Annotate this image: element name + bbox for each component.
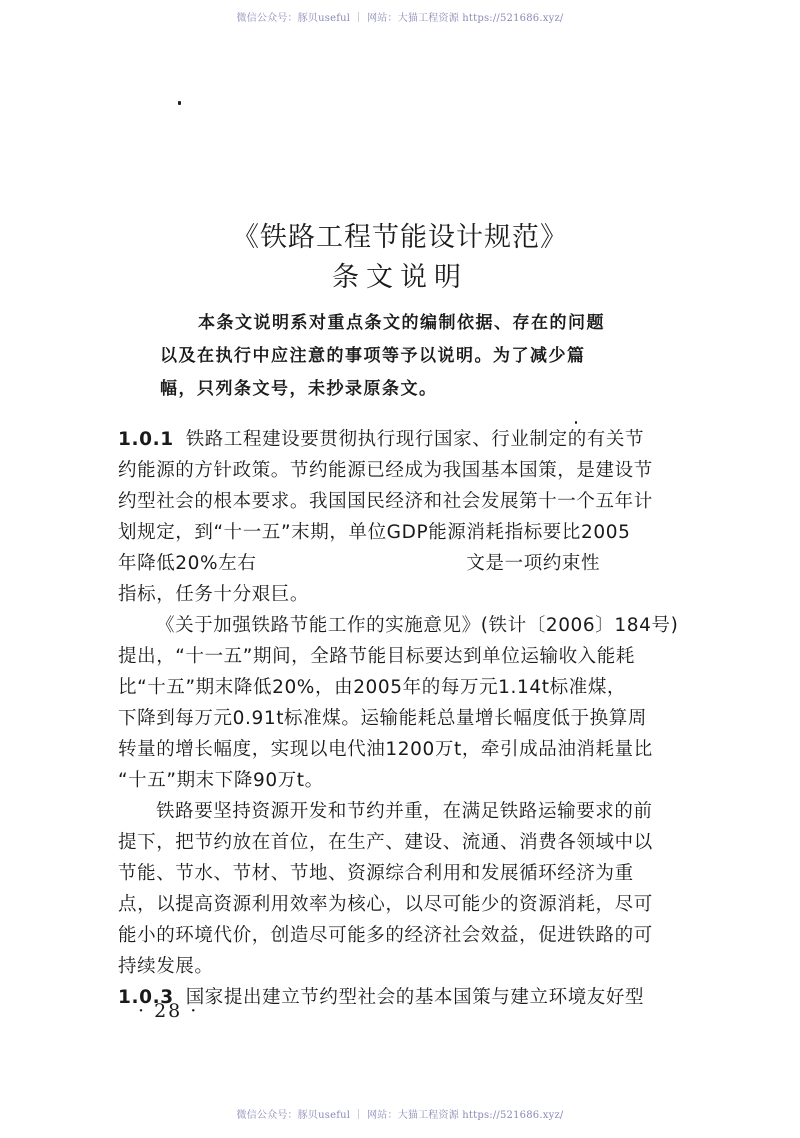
text-line: 年降低20%左右 文是一项约束性 bbox=[118, 553, 601, 574]
text-line: 下降到每万元0.91t标准煤。运输能耗总量增长幅度低于换算周 bbox=[118, 708, 647, 729]
watermark-top: 微信公众号：豚贝useful ｜ 网站：大猫工程资源 https://521686.xyz/ bbox=[236, 13, 564, 24]
document-title: 《铁路工程节能设计规范》 bbox=[232, 222, 568, 253]
text-line: 约能源的方针政策。节约能源已经成为我国基本国策，是建设节 bbox=[118, 460, 653, 481]
text-line: 节能、节水、节材、节地、资源综合利用和发展循环经济为重 bbox=[118, 863, 634, 884]
intro-line: 以及在执行中应注意的事项等予以说明。为了减少篇 bbox=[160, 346, 586, 366]
clause-number: 1.0.3 bbox=[118, 987, 174, 1008]
watermark-bottom: 微信公众号：豚贝useful ｜ 网站：大猫工程资源 https://521686.xyz/ bbox=[236, 1110, 564, 1121]
text-line: 点，以提高资源利用效率为核心，以尽可能少的资源消耗，尽可 bbox=[118, 894, 653, 915]
text-line: 转量的增长幅度，实现以电代油1200万t，牵引成品油消耗量比 bbox=[118, 739, 653, 760]
text-line: 约型社会的根本要求。我国国民经济和社会发展第十一个五年计 bbox=[118, 491, 653, 512]
page-number: · 28 · bbox=[138, 1000, 199, 1022]
text-line: 比“十五”期末降低20%，由2005年的每万元1.14t标准煤， bbox=[118, 677, 627, 698]
text-line: 1.0.1 铁路工程建设要贯彻执行现行国家、行业制定的有关节 bbox=[118, 429, 645, 450]
text-line: “十五”期末下降90万t。 bbox=[118, 770, 324, 791]
text-line: 提出，“十一五”期间，全路节能目标要达到单位运输收入能耗 bbox=[118, 646, 635, 667]
body-text bbox=[118, 424, 684, 1013]
text-line: 1.0.3 国家提出建立节约型社会的基本国策与建立环境友好型 bbox=[118, 987, 645, 1008]
intro-line: 幅，只列条文号，未抄录原条文。 bbox=[160, 379, 438, 399]
intro-paragraph bbox=[160, 307, 640, 406]
text-line: 《关于加强铁路节能工作的实施意见》(铁计〔2006〕184号) bbox=[156, 615, 679, 636]
text-line: 划规定，到“十一五”末期，单位GDP能源消耗指标要比2005 bbox=[118, 522, 631, 543]
scan-speck bbox=[178, 101, 181, 105]
text-line: 指标，任务十分艰巨。 bbox=[118, 584, 310, 605]
clause-number: 1.0.1 bbox=[118, 429, 174, 450]
document-subtitle: 条文说明 bbox=[332, 262, 468, 293]
text-line: 持续发展。 bbox=[118, 956, 214, 977]
intro-line: 本条文说明系对重点条文的编制依据、存在的问题 bbox=[198, 313, 605, 333]
text-line: 铁路要坚持资源开发和节约并重，在满足铁路运输要求的前 bbox=[156, 801, 653, 822]
text-line: 提下，把节约放在首位，在生产、建设、流通、消费各领域中以 bbox=[118, 832, 653, 853]
text-line: 能小的环境代价，创造尽可能多的经济社会效益，促进铁路的可 bbox=[118, 925, 653, 946]
